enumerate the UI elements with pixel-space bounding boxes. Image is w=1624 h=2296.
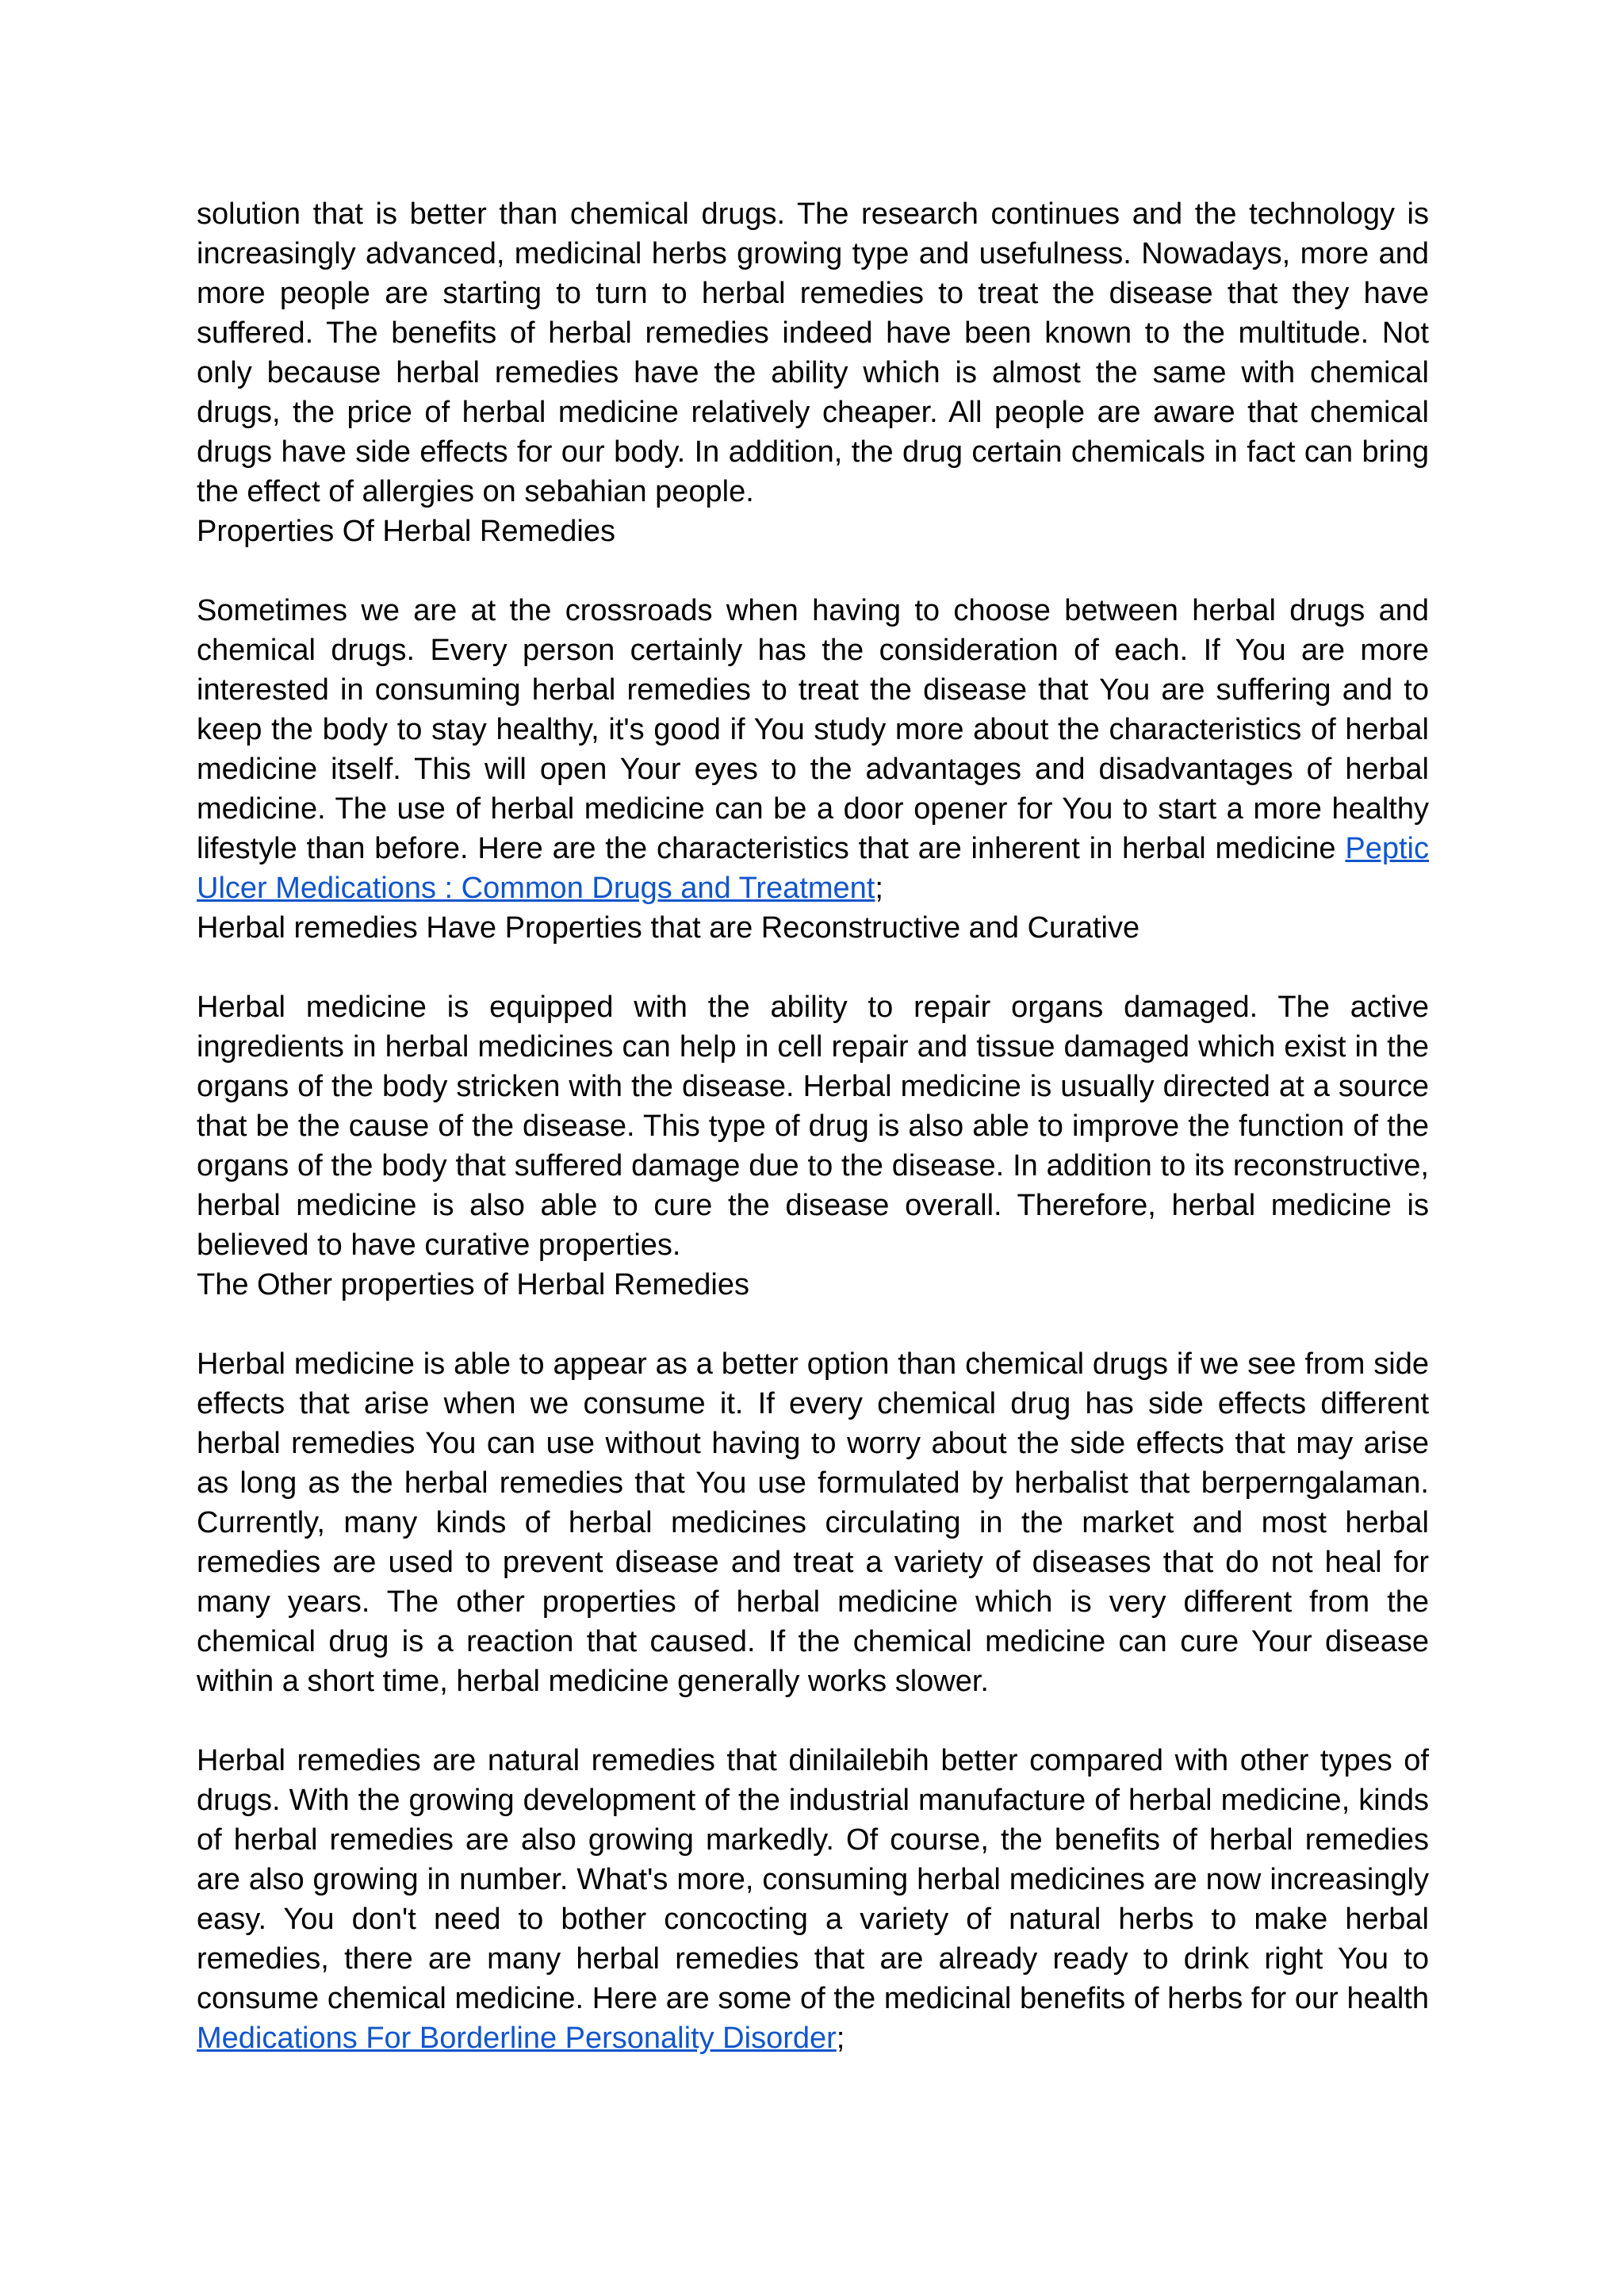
paragraph-natural-remedies <box>197 1741 1429 2058</box>
paragraph-properties-text: Sometimes we are at the crossroads when having to choose between herbal drugs and chemical drugs. Every person certainly has the consideration of each. If You are more interested in consuming herbal remedies to treat the disease that You are suffering and to keep the body to stay healthy, it's good if You study more about the characteristics of herbal medicine itself. This will open Your eyes to the advantages and disadvantages of herbal medicine. The use of herbal medicine can be a door opener for You to start a more healthy lifestyle than before. Here are the characteristics that are inherent in herbal medicine <box>197 594 1429 865</box>
paragraph-other-properties: Herbal medicine is able to appear as a better option than chemical drugs if we see from side effects that arise when we consume it. If every chemical drug has side effects different herbal remedies You can use without having to worry about the side effects that may arise as long as the herbal remedies that You use formulated by herbalist that berperngalaman. Currently, many kinds of herbal medicines circulating in the market and most herbal remedies are used to prevent disease and treat a variety of diseases that do not heal for many years. The other properties of herbal medicine which is very different from the chemical drug is a reaction that caused. If the chemical medicine can cure Your disease within a short time, herbal medicine generally works slower. <box>197 1347 1429 1698</box>
paragraph-intro: solution that is better than chemical drugs. The research continues and the technology is increasingly advanced, medicinal herbs growing type and usefulness. Nowadays, more and more people are starting to turn to herbal remedies to treat the disease that they have suffered. The benefits of herbal remedies indeed have been known to the multitude. Not only because herbal remedies have the ability which is almost the same with chemical drugs, the price of herbal medicine relatively cheaper. All people are aware that chemical drugs have side effects for our body. In addition, the drug certain chemicals in fact can bring the effect of allergies on sebahian people. <box>197 197 1429 508</box>
peptic-ulcer-link[interactable]: Peptic Ulcer Medications : Common Drugs and Treatment <box>197 832 1429 905</box>
paragraph-natural-text: Herbal remedies are natural remedies that dinilailebih better compared with other types of drugs. With the growing development of the industrial manufacture of herbal medicine, kinds of herbal remedies are also growing markedly. Of course, the benefits of herbal remedies are also growing in number. What's more, consuming herbal medicines are now increasingly easy. You don't need to bother concocting a variety of natural herbs to make herbal remedies, there are many herbal remedies that are already ready to drink right You to consume chemical medicine. Here are some of the medicinal benefits of herbs for our health <box>197 1744 1429 2015</box>
heading-reconstructive: Herbal remedies Have Properties that are Reconstructive and Curative <box>197 911 1140 945</box>
semicolon: ; <box>836 2022 845 2055</box>
borderline-personality-link[interactable]: Medications For Borderline Personality Disorder <box>197 2022 837 2055</box>
heading-other-properties: The Other properties of Herbal Remedies <box>197 1268 749 1301</box>
paragraph-spacer <box>197 1305 1429 1344</box>
document-page <box>197 194 1429 2058</box>
semicolon: ; <box>875 872 883 905</box>
paragraph-spacer <box>197 551 1429 591</box>
heading-properties: Properties Of Herbal Remedies <box>197 515 615 548</box>
paragraph-reconstructive: Herbal medicine is equipped with the ability to repair organs damaged. The active ingredients in herbal medicines can help in cell repair and tissue damaged which exist in the organs of the body stricken with the disease. Herbal medicine is usually directed at a source that be the cause of the disease. This type of drug is also able to improve the function of the organs of the body that suffered damage due to the disease. In addition to its reconstructive, herbal medicine is also able to cure the disease overall. Therefore, herbal medicine is believed to have curative properties. <box>197 991 1429 1262</box>
paragraph-spacer <box>197 948 1429 987</box>
paragraph-properties <box>197 591 1429 908</box>
paragraph-spacer <box>197 1701 1429 1741</box>
